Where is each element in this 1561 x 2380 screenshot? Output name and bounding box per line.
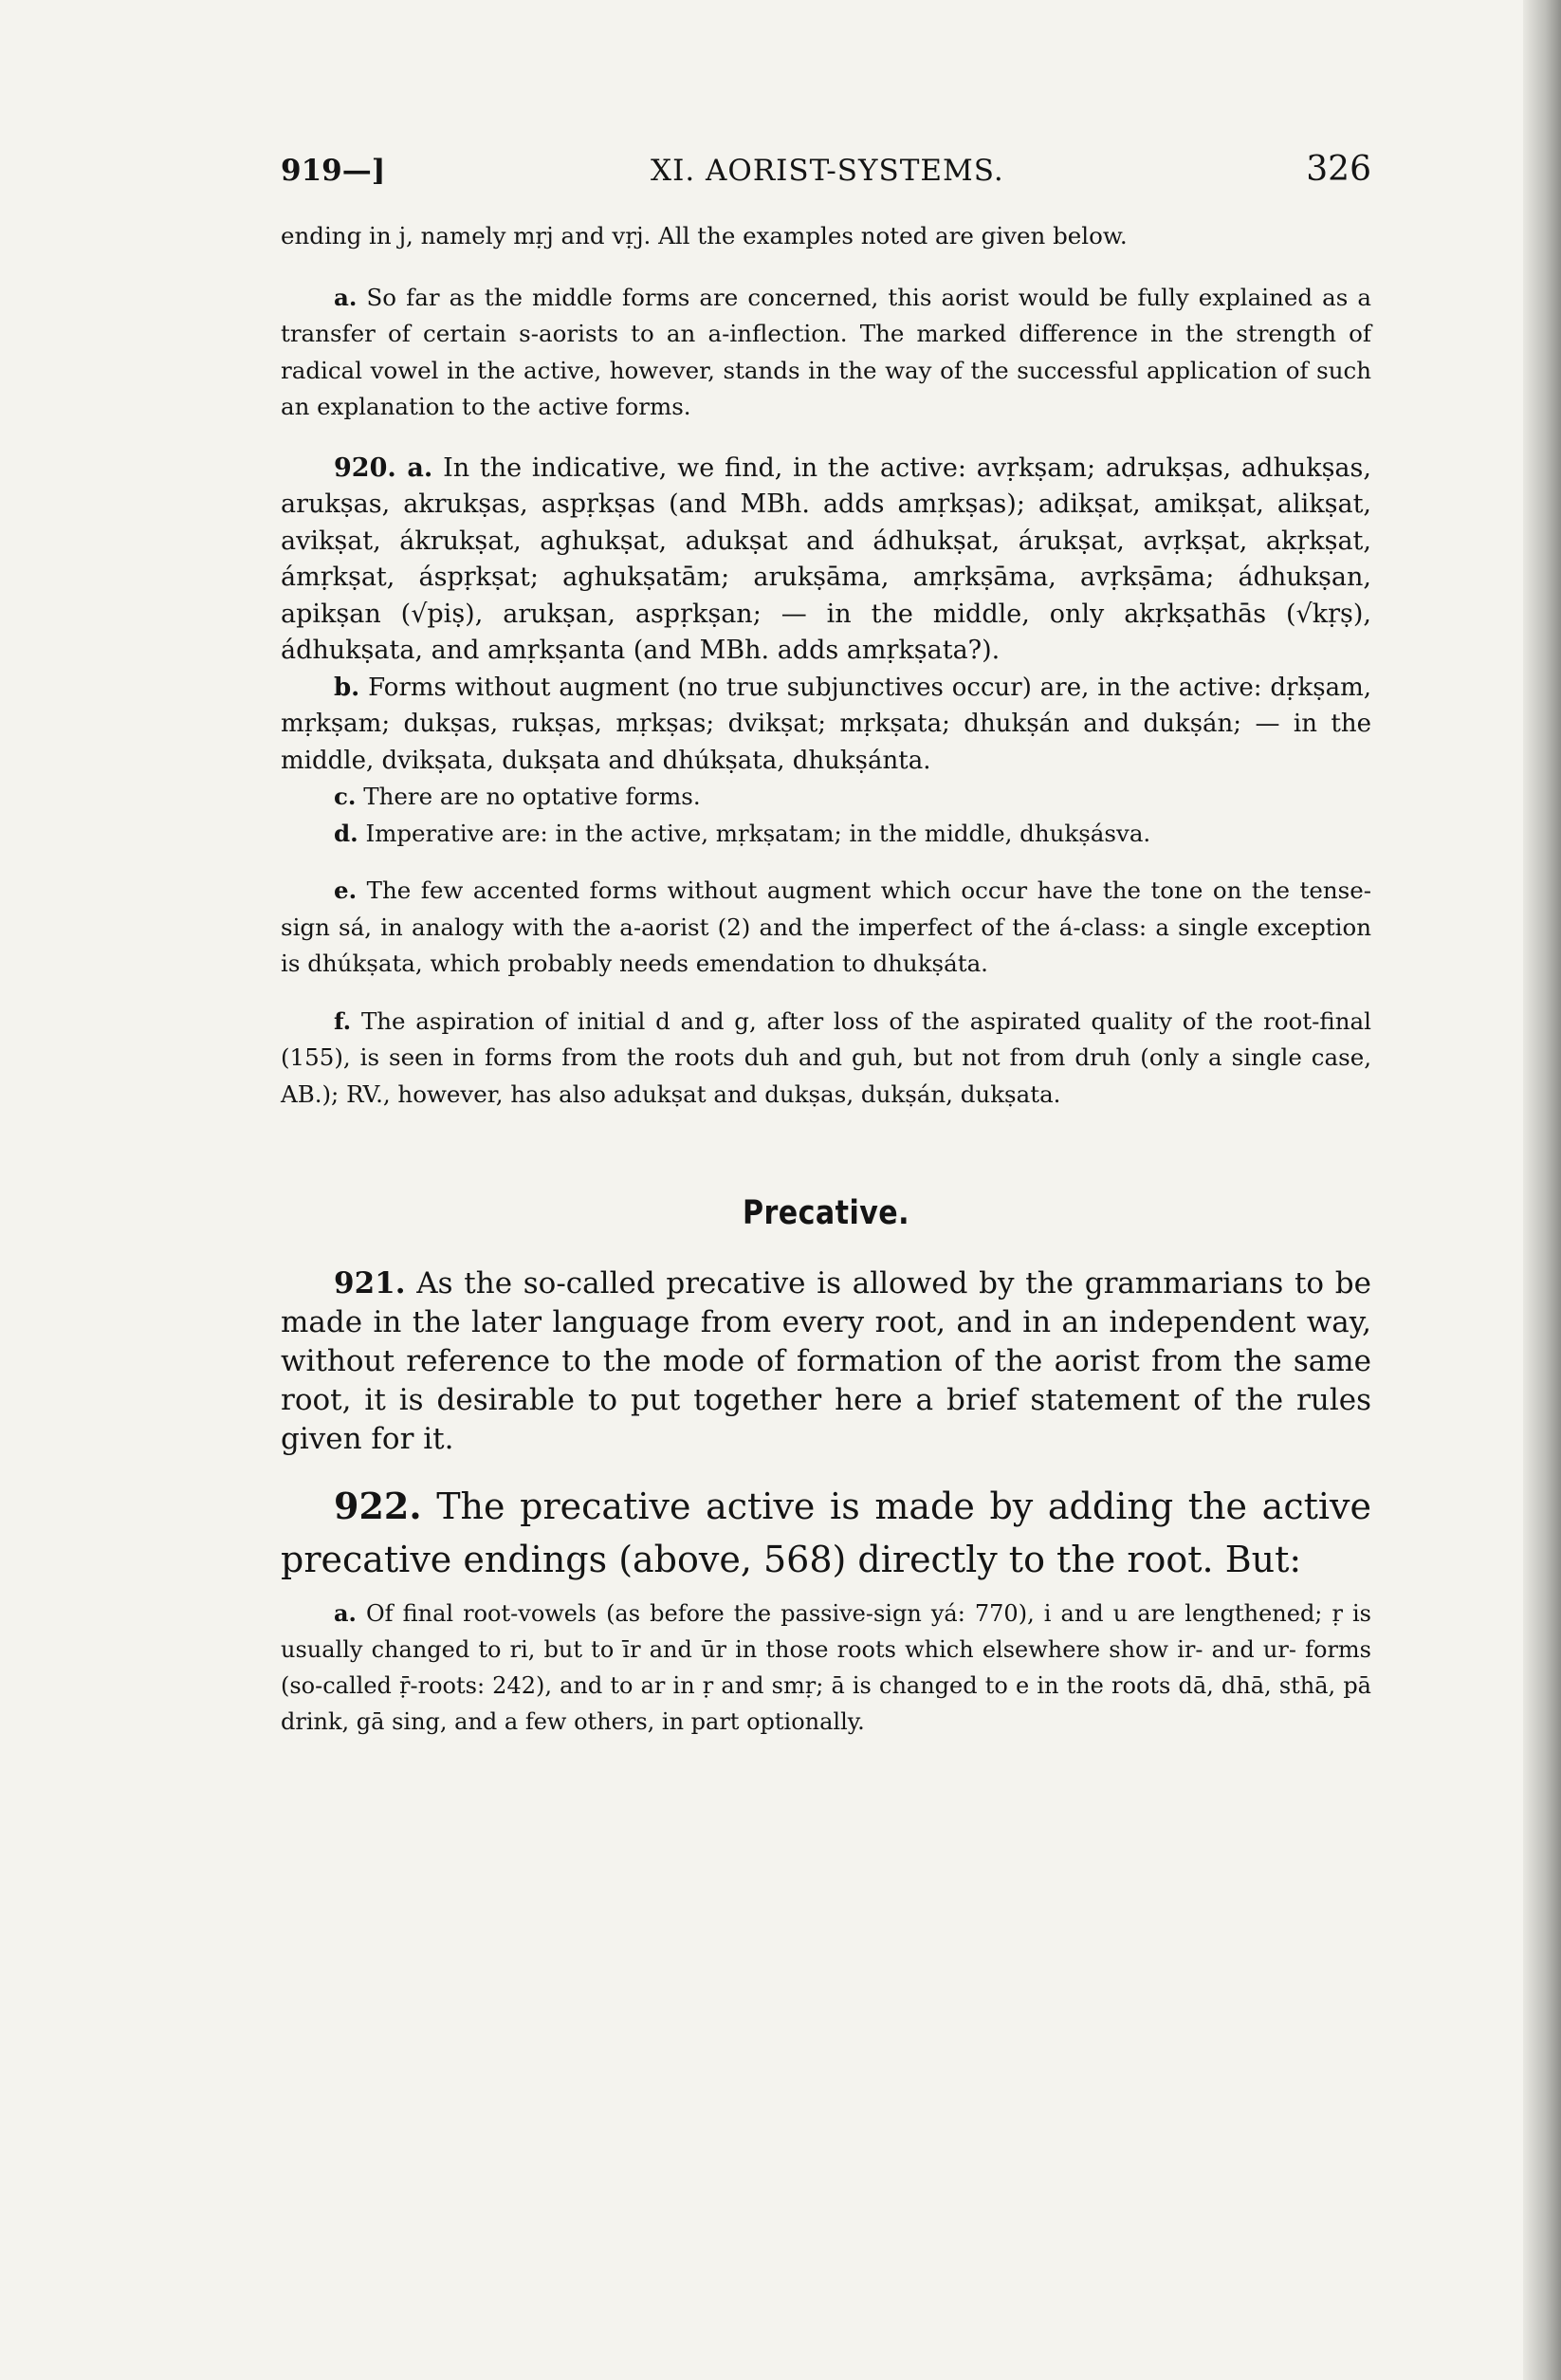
- chapter-title: XI. AORIST-SYSTEMS.: [651, 154, 1004, 188]
- item-label: c.: [334, 783, 357, 810]
- paragraph-920c: c. There are no optative forms.: [334, 783, 701, 810]
- paragraph-919a: a. So far as the middle forms are concerned, this aorist would be fully explained as a transfer of certain s-aorists to an a-inflection. The marked difference in the strength of radical vowel in the active, however, stands in the way of the successful application of such an explanation to the active forms.: [281, 283, 1371, 420]
- item-label: b.: [334, 673, 360, 702]
- section-heading: Precative.: [743, 1194, 909, 1232]
- item-label: e.: [334, 876, 358, 904]
- item-label: f.: [334, 1006, 352, 1035]
- paragraph-920e: e. The few accented forms without augment which occur have the tone on the tense-sign sá, in analogy with the a-aorist (2) and the imperfect of the á-class: a single exception is dhúkṣata, which probably needs emendation to dhukṣáta.: [281, 876, 1371, 977]
- book-page: [281, 140, 1371, 1740]
- paragraph-920a: 920. a. In the indicative, we find, in the active: avṛkṣam; adrukṣas, adhukṣas, arukṣas, akrukṣas, aspṛkṣas (and MBh. adds amṛkṣas); adikṣat, amikṣat, alikṣat, avikṣat, ákrukṣat, aghukṣat, adukṣat and ádhukṣat, árukṣat, avṛkṣat, akṛkṣat, ámṛkṣat, áspṛkṣat; aghukṣatām; arukṣāma, amṛkṣāma, avṛkṣāma; ádhukṣan, apikṣan (√piṣ), arukṣan, aspṛkṣan; — in the middle, only akṛkṣathās (√kṛṣ), ádhukṣata, and amṛkṣanta (and MBh. adds amṛkṣata?).: [281, 452, 1371, 665]
- paragraph-920f: f. The aspiration of initial d and g, after loss of the aspirated quality of the root-final (155), is seen in forms from the roots duh and guh, but not from druh (only a single case, AB.); RV., however, has also adukṣat and dukṣas, dukṣán, dukṣata.: [281, 1006, 1371, 1108]
- paragraph-block-919: [281, 218, 1371, 1113]
- paragraph-920b: b. Forms without augment (no true subjunctives occur) are, in the active: dṛkṣam, mṛkṣam; dukṣas, rukṣas, mṛkṣas; dvikṣat; mṛkṣata; dhukṣán and dukṣán; — in the middle, dvikṣata, dukṣata and dhúkṣata, dhukṣánta.: [281, 673, 1371, 775]
- page-number: 326: [1306, 150, 1371, 189]
- item-label: 920. a.: [334, 452, 433, 483]
- paragraph-920d: d. Imperative are: in the active, mṛkṣatam; in the middle, dhukṣásva.: [334, 819, 1151, 847]
- item-label: a.: [334, 283, 358, 311]
- item-label: a.: [334, 1599, 357, 1627]
- paragraph-922: 922. The precative active is made by adding the active precative endings (above, 568) directly to the root. But:: [281, 1485, 1371, 1580]
- page-edge-shadow: [1523, 0, 1561, 2380]
- paragraph-922a: a. Of final root-vowels (as before the passive-sign yá: 770), i and u are lengthened; ṛ is usually changed to ri, but to īr and ūr in those roots which elsewhere show ir- and ur- forms (so-called ṝ-roots: 242), and to ar in ṛ and smṛ; ā is changed to e in the roots dā, dhā, sthā, pā drink, gā sing, and a few others, in part optionally.: [281, 1599, 1371, 1735]
- paragraph-919-continued: ending in j, namely mṛj and vṛj. All the examples noted are given below.: [281, 222, 1128, 249]
- item-label: 921.: [334, 1266, 406, 1301]
- item-label: d.: [334, 819, 358, 847]
- running-head: [281, 140, 1371, 197]
- paragraph-921: 921. As the so-called precative is allowed by the grammarians to be made in the later language from every root, and in an independent way, without reference to the mode of formation of the aorist from the same root, it is desirable to put together here a brief statement of the rules given for it.: [281, 1266, 1371, 1456]
- item-label: 922.: [334, 1485, 422, 1527]
- section-reference: 919—]: [281, 154, 386, 188]
